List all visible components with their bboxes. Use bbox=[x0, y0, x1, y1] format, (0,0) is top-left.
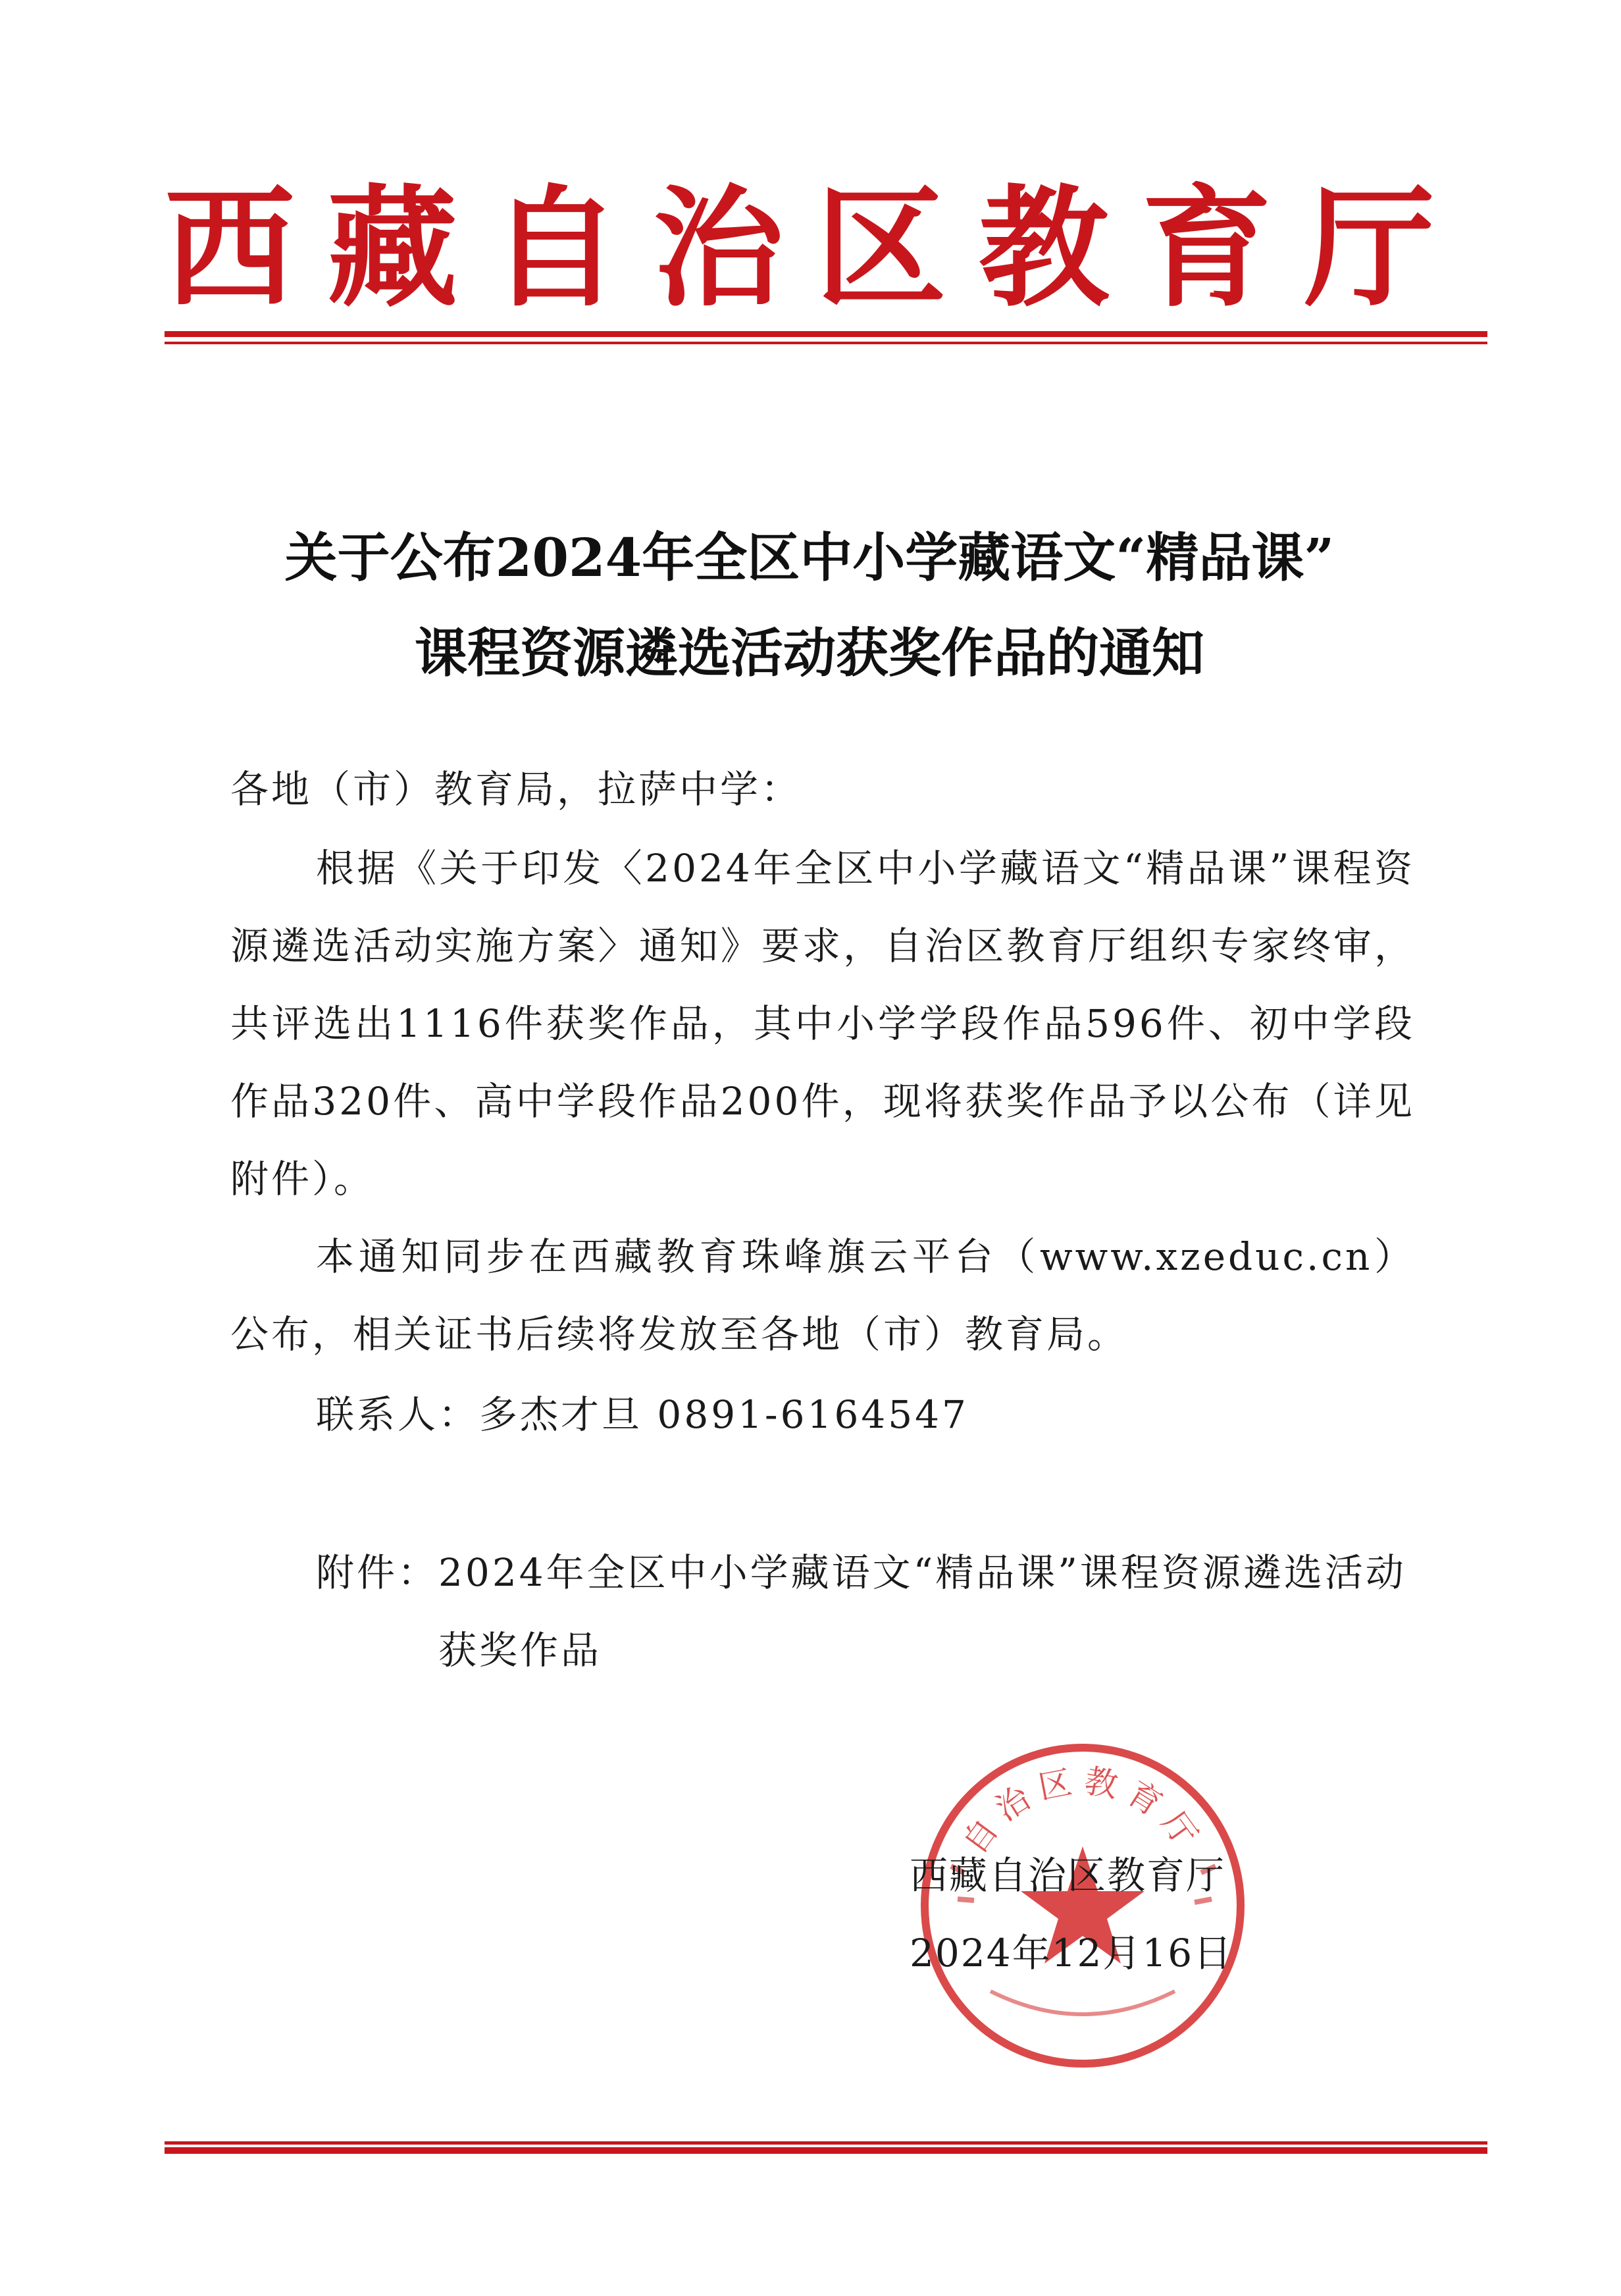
seal-decor-arc bbox=[991, 1991, 1175, 2014]
masthead-char: 育 bbox=[1141, 171, 1272, 325]
masthead-char: 藏 bbox=[327, 171, 458, 325]
masthead-char: 治 bbox=[653, 171, 784, 325]
attachment-content: 2024年全区中小学藏语文“精品课”课程资源遴选活动获奖作品 bbox=[438, 1550, 1406, 1673]
masthead-rule-thick bbox=[165, 331, 1487, 337]
salutation: 各地（市）教育局，拉萨中学： bbox=[230, 767, 802, 812]
body-paragraph-1: 根据《关于印发〈2024年全区中小学藏语文“精品课”课程资源遴选活动实施方案〉通知》要求，自治区教育厅组织专家终审，共评选出1116件获奖作品，其中小学学段作品596件、初中学段作品320件、高中学段作品200件，现将获奖作品予以公布（详见附件）。 bbox=[230, 846, 1415, 1201]
masthead bbox=[165, 172, 1435, 324]
masthead-char: 自 bbox=[490, 171, 621, 325]
masthead-char: 教 bbox=[979, 171, 1110, 325]
contact-paragraph: 联系人：多杰才旦 0891-6164547 bbox=[316, 1392, 969, 1437]
attachment-label: 附件： bbox=[316, 1550, 439, 1595]
masthead-char: 厅 bbox=[1304, 171, 1435, 325]
masthead-char: 西 bbox=[165, 171, 295, 325]
title-line-2: 课程资源遴选活动获奖作品的通知 bbox=[415, 622, 1204, 684]
signature-block bbox=[895, 1837, 1356, 1992]
masthead-char: 区 bbox=[815, 171, 946, 325]
signature-org: 西藏自治区教育厅 bbox=[910, 1853, 1226, 1898]
footer-rule-thick bbox=[165, 2147, 1487, 2154]
document-title bbox=[165, 510, 1454, 701]
seal-arc-text: 自治区教育厅 bbox=[955, 1761, 1210, 1861]
signature-date: 2024年12月16日 bbox=[910, 1931, 1233, 1975]
title-line-1: 关于公布2024年全区中小学藏语文“精品课” bbox=[284, 527, 1335, 588]
body-paragraph-2: 本通知同步在西藏教育珠峰旗云平台（www.xzeduc.cn）公布，相关证书后续将发放至各地（市）教育局。 bbox=[230, 1234, 1415, 1357]
masthead-rule-thin bbox=[165, 342, 1487, 344]
footer-rule-thin bbox=[165, 2141, 1487, 2145]
attachment bbox=[316, 1534, 1415, 1689]
